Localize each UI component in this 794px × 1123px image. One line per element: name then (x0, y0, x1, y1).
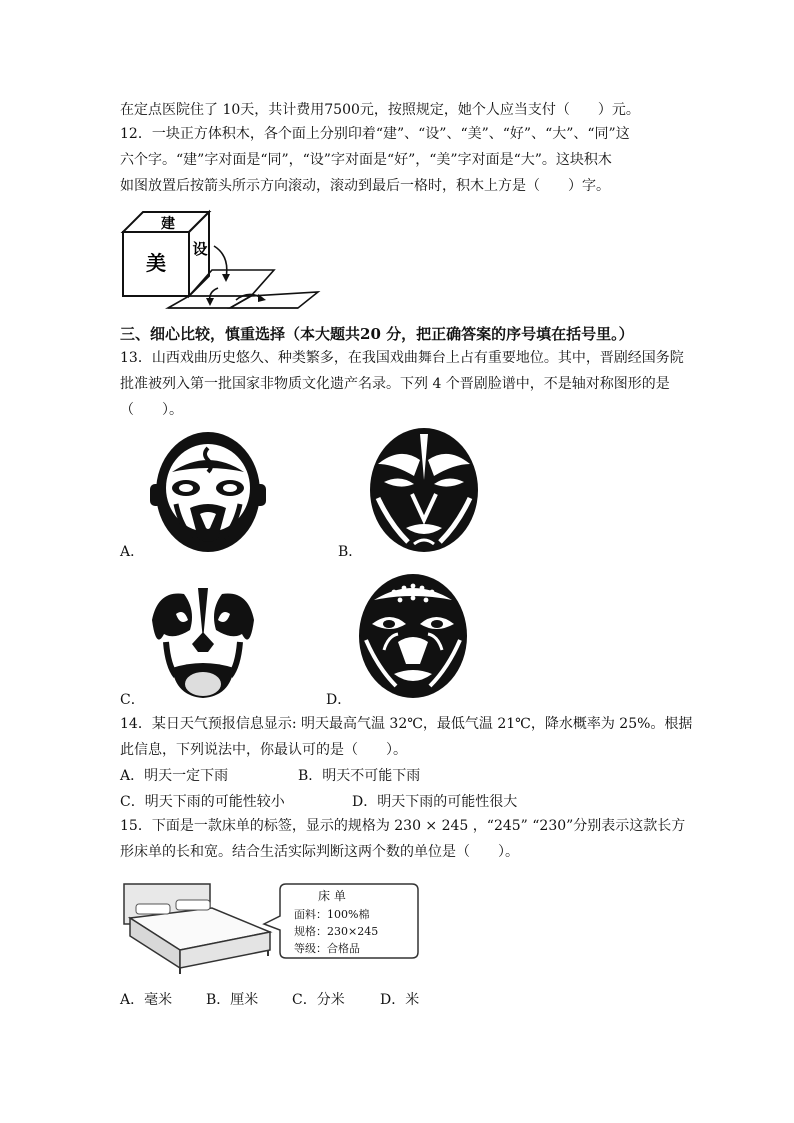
q14-option-a: A．明天一定下雨 (120, 768, 229, 784)
q13-option-a: A． (120, 544, 145, 560)
bed-illustration (120, 878, 280, 976)
q14-option-c: C．明天下雨的可能性较小 (120, 794, 285, 810)
q15-option-b: B．厘米 (206, 992, 259, 1008)
opera-mask-b (364, 424, 486, 554)
cube-top-char: 建 (161, 216, 175, 232)
label-spec: 规格：230×245 (294, 925, 379, 938)
q14-option-d: D．明天下雨的可能性很大 (352, 794, 518, 810)
floor-grid-3 (230, 292, 318, 308)
q13-line-3: （ ）。 (120, 402, 183, 418)
section-3-title: 三、细心比较，慎重选择（本大题共20 分，把正确答案的序号填在括号里。） (120, 325, 634, 343)
label-grade: 等级：合格品 (294, 942, 360, 955)
q13-option-b: B． (338, 544, 363, 560)
q13-option-d: D． (326, 692, 352, 708)
opera-mask-c (146, 580, 260, 700)
q12-line-1: 12．一块正方体积木，各个面上分别印着“建”、“设”、“美”、“好”、“大”、“同”这 (120, 126, 630, 142)
q13-option-c: C． (120, 692, 145, 708)
q14-option-b: B．明天不可能下雨 (298, 768, 421, 784)
q14-line-2: 此信息，下列说法中，你最认可的是（ ）。 (120, 742, 407, 758)
q15-option-a: A．毫米 (120, 992, 173, 1008)
opera-mask-d (354, 570, 472, 700)
pillow-left (136, 904, 170, 914)
q15-line-1: 15．下面是一款床单的标签，显示的规格为 230 × 245 ，“245” “230”分别表示这款长方 (120, 818, 686, 834)
q15-option-d: D．米 (380, 992, 420, 1008)
pillow-right (176, 900, 210, 910)
q13-line-1: 13．山西戏曲历史悠久、种类繁多，在我国戏曲舞台上占有重要地位。其中，晋剧经国务院 (120, 350, 684, 366)
opera-mask-a (150, 428, 266, 554)
q14-line-1: 14．某日天气预报信息显示: 明天最高气温 32℃，最低气温 21℃，降水概率为 25%。根据 (120, 716, 693, 732)
q15-line-2: 形床单的长和宽。结合生活实际判断这两个数的单位是（ ）。 (120, 844, 519, 860)
q15-option-c: C．分米 (292, 992, 345, 1008)
label-title: 床 单 (318, 889, 346, 903)
cube-side-char: 设 (192, 240, 208, 258)
roll-arrow-1 (214, 246, 227, 278)
q11-tail-text: 在定点医院住了 10天，共计费用7500元，按照规定，她个人应当支付（ ）元。 (120, 102, 640, 118)
q12-line-3: 如图放置后按箭头所示方向滚动，滚动到最后一格时，积木上方是（ ）字。 (120, 178, 610, 194)
cube-rolling-figure (118, 208, 323, 314)
q12-line-2: 六个字。“建”字对面是“同”，“设”字对面是“好”，“美”字对面是“大”。这块积木 (120, 152, 612, 168)
q13-line-2: 批准被列入第一批国家非物质文化遗产名录。下列 4 个晋剧脸谱中，不是轴对称图形的是 (120, 376, 670, 392)
label-fabric: 面料：100%棉 (294, 908, 370, 921)
cube-front-char: 美 (146, 251, 166, 275)
